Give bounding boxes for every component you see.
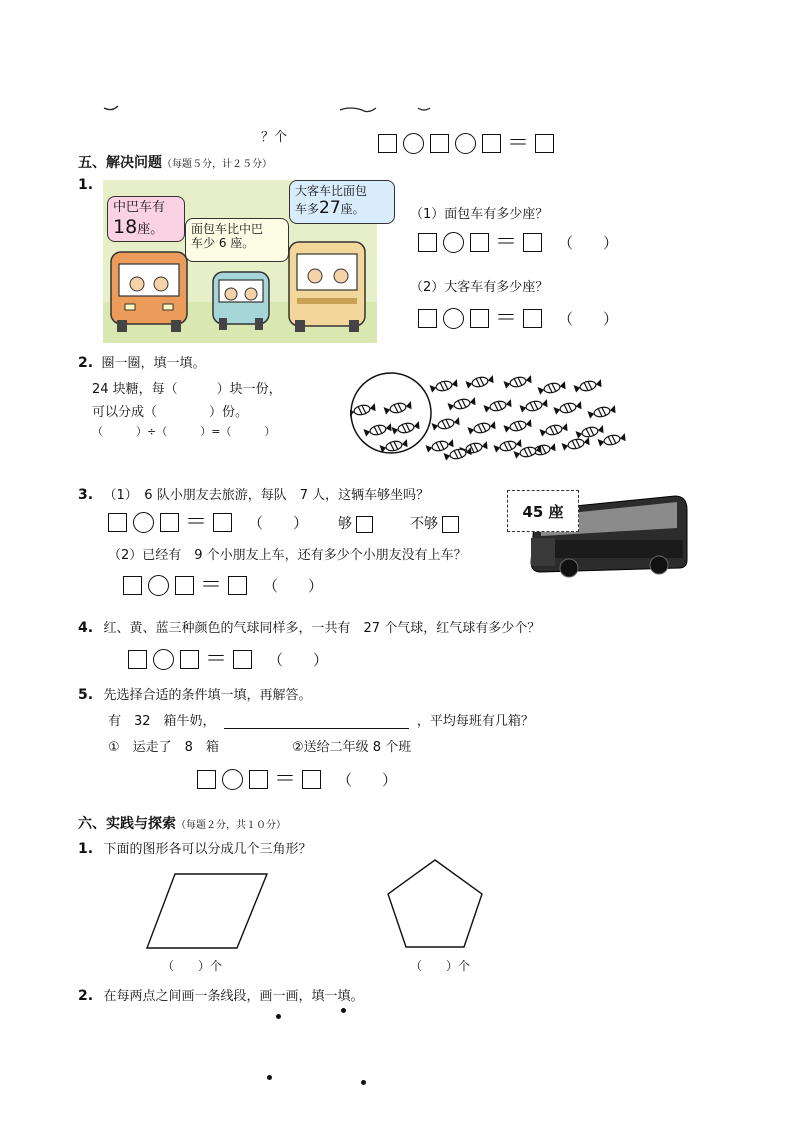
operator-circle[interactable] xyxy=(443,308,464,329)
answer-box[interactable] xyxy=(523,233,542,252)
top-equation[interactable] xyxy=(378,133,560,154)
candy-icon xyxy=(561,437,590,452)
not-enough-label: 不够 xyxy=(410,516,438,532)
candy-icon xyxy=(493,439,522,454)
q1-sub1: （1）面包车有多少座？ xyxy=(410,207,549,222)
equals-sign: ＝ xyxy=(185,510,208,535)
buses-illustration xyxy=(103,180,377,343)
middle-bus-bubble-line1: 中巴车有 xyxy=(113,200,166,215)
bus-seat-sign-text: 45 座 xyxy=(522,502,564,521)
s6-q2-number: 2. xyxy=(78,988,94,1004)
s6-q1-answer1[interactable]: （ ）个 xyxy=(162,959,223,973)
coach-seat-unit: 座。 xyxy=(340,202,365,217)
q5-number: 5. xyxy=(78,687,94,703)
q5-heading xyxy=(78,684,312,703)
answer-box[interactable] xyxy=(418,233,437,252)
candy-icon xyxy=(503,419,532,434)
candy-icon xyxy=(465,375,494,390)
answer-box[interactable] xyxy=(228,576,247,595)
q5-text: 先选择合适的条件填一填，再解答。 xyxy=(103,688,312,703)
coach-icon xyxy=(289,242,365,332)
point-dot[interactable] xyxy=(276,1014,281,1019)
coach-bubble-line1: 大客车比面包 xyxy=(295,184,368,198)
van-speech-bubble xyxy=(185,218,289,262)
q4-equation[interactable] xyxy=(128,649,334,670)
middle-bus-seat-number: 18 xyxy=(113,215,138,238)
operator-circle[interactable] xyxy=(133,512,154,533)
candy-icon xyxy=(537,381,566,396)
candy-icon xyxy=(483,399,512,414)
q5-option2[interactable]: ②送给二年级 8 个班 xyxy=(292,740,412,755)
candy-picture xyxy=(350,368,630,468)
answer-box[interactable] xyxy=(213,513,232,532)
candy-icon xyxy=(431,417,460,432)
answer-paren[interactable]: （ ） xyxy=(558,310,619,328)
answer-paren[interactable]: （ ） xyxy=(558,234,619,252)
answer-box[interactable] xyxy=(249,770,268,789)
answer-paren[interactable]: （ ） xyxy=(248,514,309,532)
answer-box[interactable] xyxy=(180,650,199,669)
middle-bus-speech-bubble xyxy=(107,196,185,242)
enough-label: 够 xyxy=(338,516,352,532)
q3-choice-enough[interactable] xyxy=(338,513,373,533)
candy-icon xyxy=(391,421,420,436)
candy-icon xyxy=(429,379,458,394)
s6-q1-answer2[interactable]: （ ）个 xyxy=(410,959,471,973)
answer-box[interactable] xyxy=(470,309,489,328)
q3-choice-not-enough[interactable] xyxy=(410,513,459,533)
equals-sign: ＝ xyxy=(200,573,223,598)
candy-icon xyxy=(573,379,602,394)
van-bubble-line2: 车少 6 座。 xyxy=(191,236,255,251)
operator-circle[interactable] xyxy=(455,133,476,154)
coach-bubble-prefix: 车多 xyxy=(295,202,320,217)
top-question-label: ？个 xyxy=(261,130,288,145)
q2-number: 2. xyxy=(78,355,94,371)
q2-title: 圈一圈，填一填。 xyxy=(101,356,206,371)
s6-q1-number: 1. xyxy=(78,841,94,857)
candy-icon xyxy=(587,405,616,420)
s6-q2-text: 在每两点之间画一条线段，画一画，填一填。 xyxy=(103,989,364,1004)
q4-number: 4. xyxy=(78,620,94,636)
bus-photo xyxy=(507,490,689,578)
answer-paren[interactable]: （ ） xyxy=(268,651,329,669)
section6-heading xyxy=(78,813,286,833)
point-dot[interactable] xyxy=(267,1075,272,1080)
q5-statement xyxy=(108,710,534,729)
middle-bus-icon xyxy=(111,252,187,332)
s6-q1-text: 下面的图形各可以分成几个三角形？ xyxy=(103,842,312,857)
q5-line-post: ，平均每班有几箱？ xyxy=(416,714,534,729)
q5-fill-blank[interactable] xyxy=(224,714,409,729)
section6-title: 六、实践与探索 xyxy=(78,816,176,832)
q3-equation-2[interactable] xyxy=(123,575,329,596)
coach-seat-number: 27 xyxy=(319,198,341,219)
q1-sub2: （2）大客车有多少座？ xyxy=(410,280,549,295)
equals-sign: ＝ xyxy=(495,306,518,331)
section6-score-note: （每题２分，共１０分） xyxy=(176,820,286,831)
q3-number: 3. xyxy=(78,487,94,503)
candy-icon xyxy=(539,423,568,438)
q5-equation[interactable] xyxy=(197,769,403,790)
operator-circle[interactable] xyxy=(148,575,169,596)
point-dot[interactable] xyxy=(341,1008,346,1013)
answer-box[interactable] xyxy=(197,770,216,789)
q3-equation-1[interactable] xyxy=(108,512,314,533)
operator-circle[interactable] xyxy=(222,769,243,790)
candy-icon xyxy=(350,403,377,418)
van-bubble-line1: 面包车比中巴 xyxy=(191,222,264,236)
answer-paren[interactable]: （ ） xyxy=(337,771,398,789)
answer-box[interactable] xyxy=(523,309,542,328)
middle-bus-seat-unit: 座。 xyxy=(137,221,164,237)
enough-checkbox[interactable] xyxy=(356,516,373,533)
candy-icon xyxy=(383,401,412,416)
q1-equation-2[interactable] xyxy=(418,308,624,329)
equals-sign: ＝ xyxy=(495,230,518,255)
van-icon xyxy=(213,272,269,330)
q3-sub1: （1） 6 队小朋友去旅游，每队 7 人，这辆车够坐吗？ xyxy=(103,488,430,503)
answer-box[interactable] xyxy=(302,770,321,789)
q4-text: 红、黄、蓝三种颜色的气球同样多，一共有 27 个气球，红气球有多少个？ xyxy=(103,621,541,636)
equals-sign: ＝ xyxy=(205,647,228,672)
answer-box[interactable] xyxy=(233,650,252,669)
q5-line-pre: 有 32 箱牛奶， xyxy=(108,714,216,729)
not-enough-checkbox[interactable] xyxy=(442,516,459,533)
answer-box[interactable] xyxy=(160,513,179,532)
operator-circle[interactable] xyxy=(403,133,424,154)
candy-icon xyxy=(553,401,582,416)
section5-heading xyxy=(78,152,272,172)
parallelogram-shape xyxy=(145,872,270,952)
q1-equation-1[interactable] xyxy=(418,232,624,253)
coach-bubble-line2 xyxy=(295,198,389,218)
middle-bus-bubble-line2 xyxy=(113,216,179,239)
candy-icon xyxy=(363,423,392,438)
candy-icon xyxy=(447,397,476,412)
operator-circle[interactable] xyxy=(443,232,464,253)
candy-icon xyxy=(597,433,626,448)
candy-icon xyxy=(467,421,496,436)
previous-figure-remnant xyxy=(100,100,450,116)
coach-speech-bubble xyxy=(289,180,395,224)
candy-icon xyxy=(425,439,454,454)
q1-number: 1. xyxy=(78,177,94,193)
answer-box[interactable] xyxy=(123,576,142,595)
q2-line1: 24 块糖，每（ ）块一份， xyxy=(92,382,282,397)
q2-line2: 可以分成（ ）份。 xyxy=(92,405,249,420)
q4-heading xyxy=(78,617,540,636)
pentagon-shape xyxy=(385,858,485,950)
q2-heading xyxy=(78,352,206,371)
answer-box[interactable] xyxy=(378,134,397,153)
q2-line3[interactable]: （ ）÷（ ）=（ ） xyxy=(92,425,276,438)
s6-q1-heading xyxy=(78,838,312,857)
answer-box[interactable] xyxy=(175,576,194,595)
operator-circle[interactable] xyxy=(153,649,174,670)
answer-box[interactable] xyxy=(430,134,449,153)
answer-box[interactable] xyxy=(482,134,501,153)
q5-option1[interactable]: ① 运走了 8 箱 xyxy=(108,740,219,755)
bus-seat-sign xyxy=(507,490,579,532)
answer-paren[interactable]: （ ） xyxy=(263,577,324,595)
equals-sign: ＝ xyxy=(507,131,530,156)
equals-sign: ＝ xyxy=(274,767,297,792)
q3-sub2: （2）已经有 9 个小朋友上车，还有多少个小朋友没有上车？ xyxy=(108,548,467,563)
q3-heading xyxy=(78,484,429,503)
section5-title: 五、解决问题 xyxy=(78,155,162,171)
point-dot[interactable] xyxy=(361,1080,366,1085)
candy-icon xyxy=(575,425,604,440)
section5-score-note: （每题５分，计２５分） xyxy=(162,159,272,170)
candy-icon xyxy=(503,375,532,390)
answer-box[interactable] xyxy=(470,233,489,252)
answer-box[interactable] xyxy=(418,309,437,328)
answer-box[interactable] xyxy=(108,513,127,532)
candy-icon xyxy=(519,399,548,414)
answer-box[interactable] xyxy=(535,134,554,153)
answer-box[interactable] xyxy=(128,650,147,669)
s6-q2-heading xyxy=(78,985,364,1004)
